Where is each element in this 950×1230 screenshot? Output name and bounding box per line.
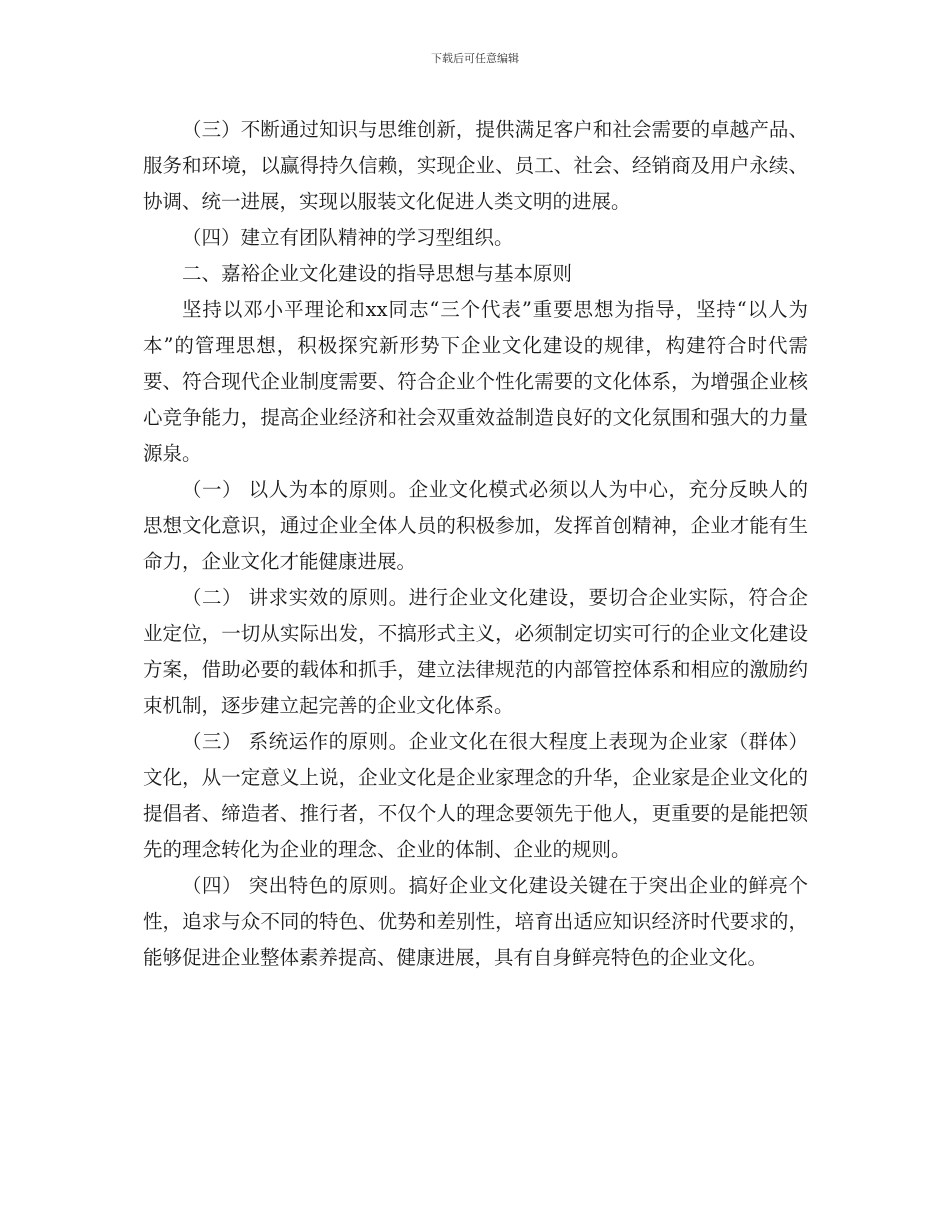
paragraph-principle-three: （三） 系统运作的原则。企业文化在很大程度上表现为企业家（群体）文化，从一定意义上说，企业文化是企业家理念的升华，企业家是企业文化的提倡者、缔造者、推行者，不仅个人的理念要领先于他人，更重要的是能把领先的理念转化为企业的理念、企业的体制、企业的规则。: [143, 730, 808, 861]
paragraph-guiding-ideology: 坚持以邓小平理论和xx同志“三个代表”重要思想为指导，坚持“以人为本”的管理思想，积极探究新形势下企业文化建设的规律，构建符合时代需要、符合现代企业制度需要、符合企业个性化需要的文化体系，为增强企业核心竞争能力，提高企业经济和社会双重效益制造良好的文化氛围和强大的力量源泉。: [143, 298, 808, 465]
paragraph-goal-four: （四）建立有团队精神的学习型组织。: [182, 226, 514, 249]
document-body: [143, 112, 808, 976]
section-heading-principles: 二、嘉裕企业文化建设的指导思想与基本原则: [182, 262, 573, 285]
paragraph-principle-four: （四） 突出特色的原则。搞好企业文化建设关键在于突出企业的鲜亮个性，追求与众不同的特色、优势和差别性，培育出适应知识经济时代要求的，能够促进企业整体素养提高、健康进展，具有自身鲜亮特色的企业文化。: [143, 874, 808, 969]
page-header-note: 下载后可任意编辑: [431, 52, 519, 65]
paragraph-principle-two: （二） 讲求实效的原则。进行企业文化建设，要切合企业实际，符合企业定位，一切从实际出发，不搞形式主义，必须制定切实可行的企业文化建设方案，借助必要的载体和抓手，建立法律规范的内部管控体系和相应的激励约束机制，逐步建立起完善的企业文化体系。: [143, 586, 808, 717]
paragraph-goal-three: （三）不断通过知识与思维创新，提供满足客户和社会需要的卓越产品、服务和环境，以赢得持久信赖，实现企业、员工、社会、经销商及用户永续、协调、统一进展，实现以服装文化促进人类文明的进展。: [143, 118, 808, 213]
paragraph-principle-one: （一） 以人为本的原则。企业文化模式必须以人为中心，充分反映人的思想文化意识，通过企业全体人员的积极参加，发挥首创精神，企业才能有生命力，企业文化才能健康进展。: [143, 478, 808, 573]
